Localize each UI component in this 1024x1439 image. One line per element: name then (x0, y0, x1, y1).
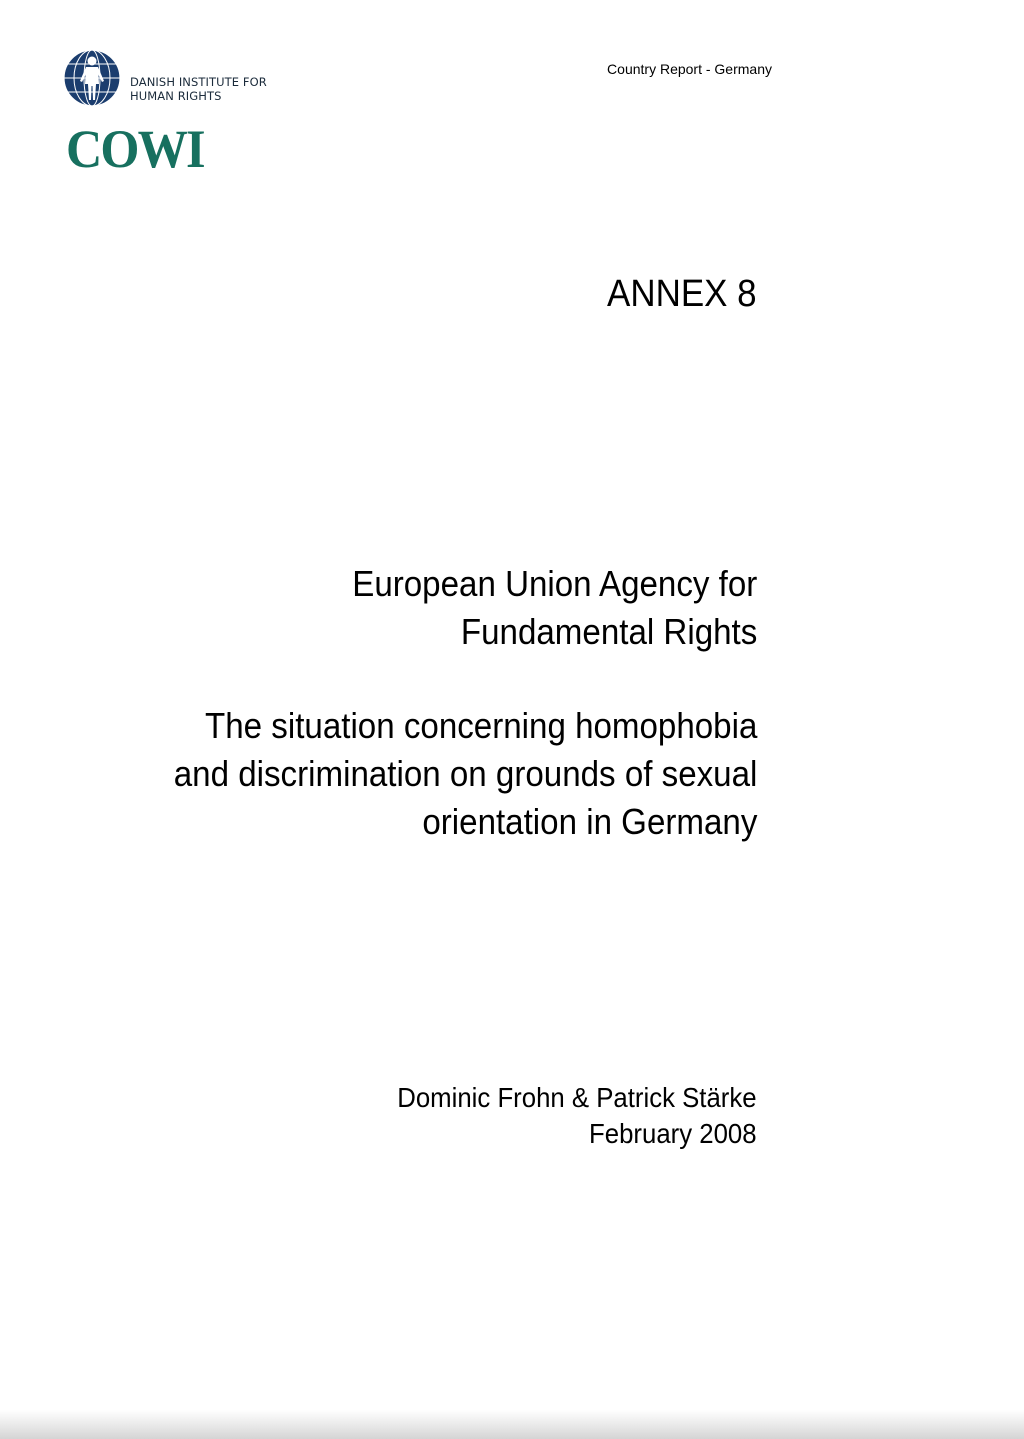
report-title-line2: and discrimination on grounds of sexual (173, 753, 757, 794)
logo-block (62, 48, 302, 178)
institute-name-line1: DANISH INSTITUTE FOR (130, 75, 267, 89)
authors-block (398, 1080, 757, 1152)
page-bottom-edge (0, 1410, 1024, 1439)
report-title-line3: orientation in Germany (421, 801, 757, 842)
publication-date: February 2008 (589, 1118, 757, 1149)
institute-name (130, 75, 267, 103)
report-title (173, 702, 757, 846)
globe-human-figure-icon (62, 48, 122, 108)
author-names: Dominic Frohn & Patrick Stärke (397, 1082, 757, 1113)
agency-title-line1: European Union Agency for (351, 563, 757, 604)
cowi-logo: COWI (66, 119, 204, 179)
institute-name-line2: HUMAN RIGHTS (130, 89, 222, 103)
agency-title (352, 560, 757, 656)
agency-title-line2: Fundamental Rights (460, 611, 757, 652)
annex-title: ANNEX 8 (607, 273, 757, 315)
report-title-line1: The situation concerning homophobia (204, 705, 757, 746)
country-report-label: Country Report - Germany (607, 61, 772, 77)
